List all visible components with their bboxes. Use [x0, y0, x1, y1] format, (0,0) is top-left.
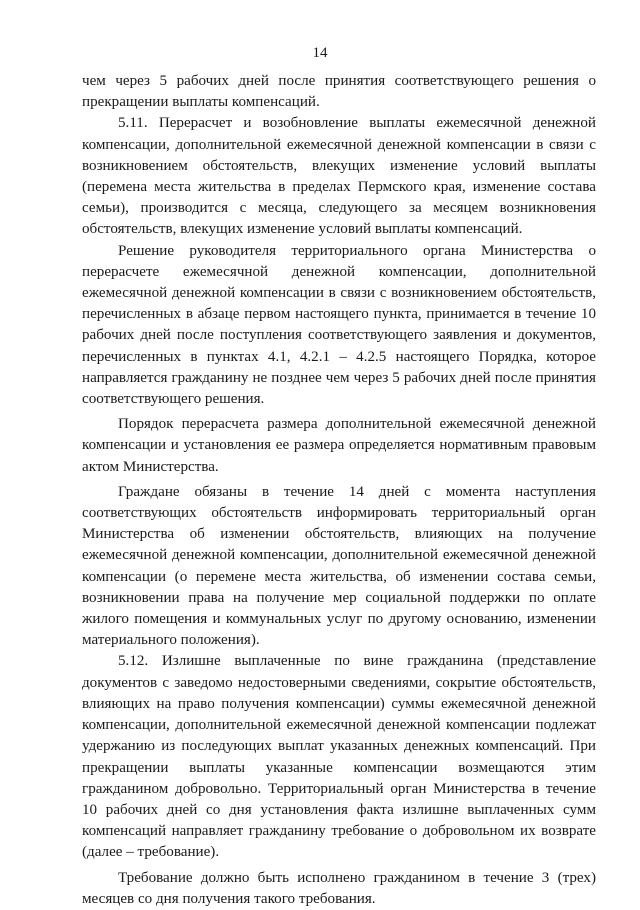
- paragraph-recalculation-decision: Решение руководителя территориального органа Министерства о перерасчете ежемесячной денежной компенсации, дополнительной ежемесячной денежной компенсации в связи с возникновением обстоятельств, перечисленных в абзаце первом настоящего пункта, принимается в течение 10 рабочих дней после поступления соответствующего заявления и документов, перечисленных в пунктах 4.1, 4.2.1 – 4.2.5 настоящего Порядка, которое направляется гражданину не позднее чем через 5 рабочих дней после принятия соответствующего решения.: [82, 242, 596, 408]
- paragraph-requirement-execution: Требование должно быть исполнено гражданином в течение 3 (трех) месяцев со дня получения такого требования.: [82, 869, 596, 907]
- document-body: [82, 71, 596, 910]
- paragraph-5-12: 5.12. Излишне выплаченные по вине гражданина (представление документов с заведомо недостоверными сведениями, сокрытие обстоятельств, влияющих на право получения компенсации) суммы ежемесячной денежной компенсации, дополнительной ежемесячной денежной компенсации подлежат удержанию из последующих выплат указанных денежных компенсаций. При прекращении выплаты указанные компенсации возмещаются этим гражданином добровольно. Территориальный орган Министерства в течение 10 рабочих дней со дня установления факта излишне выплаченных сумм компенсаций направляет гражданину требование о добровольном их возврате (далее – требование).: [82, 653, 596, 861]
- paragraph-citizens-obligation: Граждане обязаны в течение 14 дней с момента наступления соответствующих обстоятельств информировать территориальный орган Министерства об изменении обстоятельств, влияющих на получение ежемесячной денежной компенсации, дополнительной ежемесячной денежной компенсации (о перемене места жительства, об изменении состава семьи, возникновении права на получение мер социальной поддержки по оплате жилого помещения и коммунальных услуг по другому основанию, изменении материального положения).: [82, 483, 596, 649]
- paragraph-5-11: 5.11. Перерасчет и возобновление выплаты ежемесячной денежной компенсации, дополнительной ежемесячной денежной компенсации в связи с возникновением обстоятельств, влекущих изменение условий выплаты (перемена места жительства в пределах Пермского края, изменение состава семьи), производится с месяца, следующего за месяцем возникновения обстоятельств, влекущих изменение условий выплаты компенсаций.: [82, 115, 596, 238]
- paragraph-recalculation-procedure: Порядок перерасчета размера дополнительной ежемесячной денежной компенсации и установления ее размера определяется нормативным правовым актом Министерства.: [82, 416, 596, 475]
- paragraph-continuation: чем через 5 рабочих дней после принятия соответствующего решения о прекращении выплаты компенсаций.: [82, 73, 596, 111]
- page-number: 14: [312, 45, 328, 61]
